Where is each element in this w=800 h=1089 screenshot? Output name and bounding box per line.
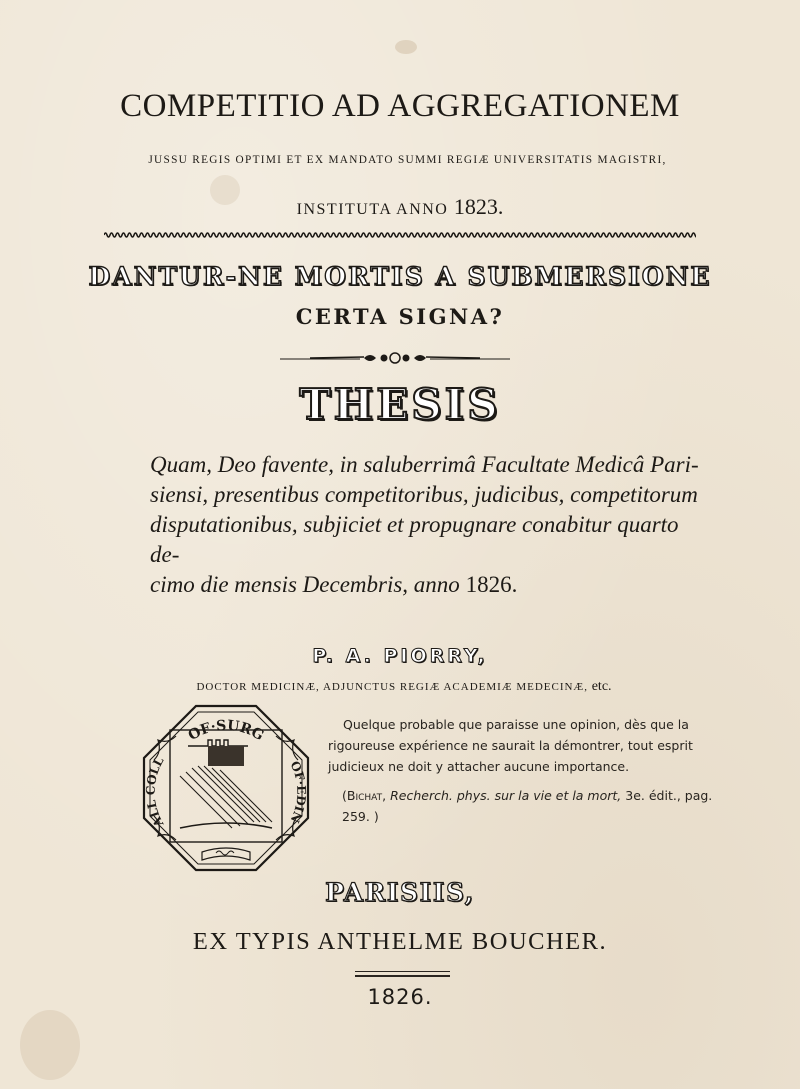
citation-edition: 3e. édit., pag. 259. <box>342 788 713 824</box>
epigraph-citation <box>328 785 738 827</box>
question-line-2: CERTA SIGNA? <box>295 304 505 329</box>
question-line-1: DANTUR-NE MORTIS A SUBMERSIONE <box>88 262 712 291</box>
paper-stain <box>20 1010 80 1080</box>
thesis-line: siensi, presentibus competitoribus, judicibus, competitorum <box>150 482 698 507</box>
citation-separator: , <box>382 788 387 803</box>
epigraph-quote: Quelque probable que paraisse une opinion, dès que la rigoureuse expérience ne saurait la démontrer, tout esprit judicieux ne doit y attacher aucune importance. <box>328 717 693 774</box>
thesis-heading: THESIS <box>299 380 501 429</box>
imprint-rule <box>355 971 450 972</box>
svg-text:ALL COLL <box>144 754 167 830</box>
citation-work: Recherch. phys. sur la vie et la mort, <box>390 788 622 803</box>
imprint-year: 1826. <box>367 985 433 1009</box>
paper-stain <box>395 40 417 54</box>
seal-right-text: OF·EDIN <box>287 759 309 825</box>
imprint-city: PARISIIS, <box>325 878 475 907</box>
thesis-year: 1826. <box>465 572 518 597</box>
seal-left-text: ALL COLL <box>143 754 167 830</box>
svg-text:OF·EDIN <box>288 759 309 825</box>
author-name: P. A. PIORRY, <box>312 645 488 667</box>
thesis-line: Quam, Deo favente, in saluberrimâ Facultate Medicâ Pari- <box>150 452 699 477</box>
decree-line: JUSSU REGIS OPTIMI ET EX MANDATO SUMMI REGIÆ UNIVERSITATIS MAGISTRI, <box>148 154 667 166</box>
imprint-rule <box>355 975 450 977</box>
college-seal-emblem <box>140 702 312 874</box>
header-title: COMPETITIO AD AGGREGATIONEM <box>120 88 680 124</box>
citation-open: ( <box>342 788 347 803</box>
instituted-year: 1823. <box>453 194 504 219</box>
thesis-line <box>150 570 710 600</box>
ornamental-rule <box>280 350 510 366</box>
author-credentials <box>104 679 704 695</box>
thesis-description <box>150 450 710 600</box>
epigraph <box>328 714 738 827</box>
author-etc: etc. <box>591 679 612 694</box>
imprint-publisher: EX TYPIS ANTHELME BOUCHER. <box>192 928 608 955</box>
instituted-label: INSTITUTA ANNO <box>296 201 449 218</box>
seal-top-text: OF·SURG <box>185 717 267 745</box>
instituted-line <box>0 194 800 220</box>
citation-author: Bichat <box>346 788 383 803</box>
author-title: DOCTOR MEDICINÆ, ADJUNCTUS REGIÆ ACADEMIÆ MEDECINÆ, <box>196 681 588 693</box>
thesis-line: disputationibus, subjiciet et propugnare conabitur quarto de- <box>150 512 679 567</box>
citation-close: ) <box>373 809 379 824</box>
thesis-line-text: cimo die mensis Decembris, anno <box>150 572 460 597</box>
wavy-rule-divider <box>104 230 696 240</box>
